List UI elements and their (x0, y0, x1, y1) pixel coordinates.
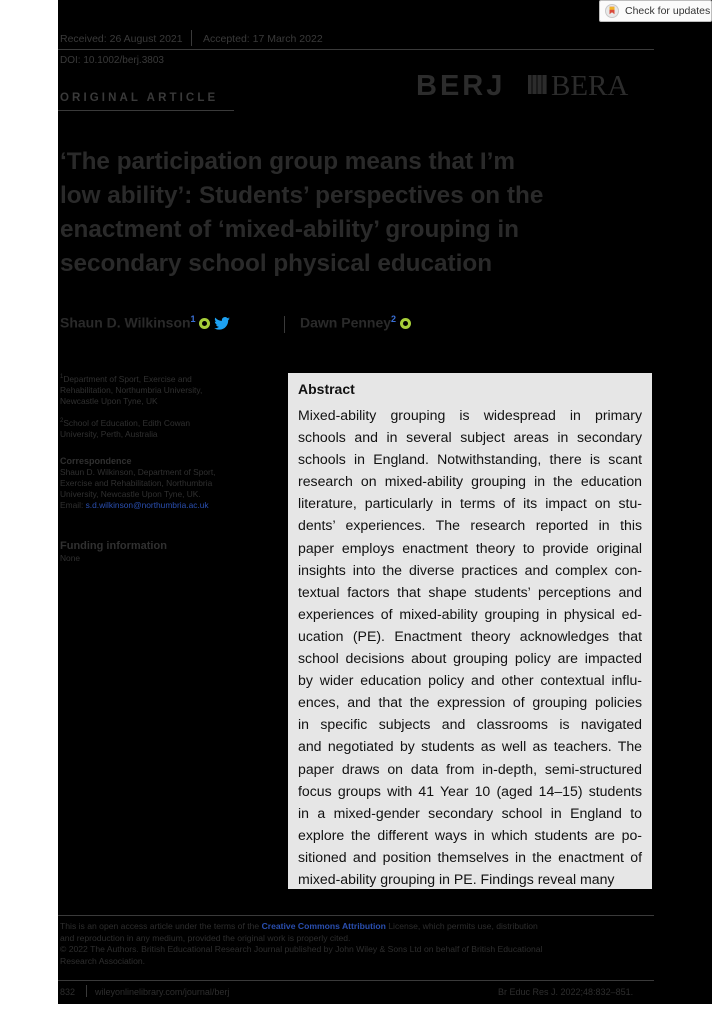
affiliation-2-line: School of Education, Edith Cowan (63, 417, 190, 428)
abstract-line: focus groups with 41 Year 10 (aged 14–15) students (298, 782, 642, 799)
affiliation-1-line: Rehabilitation, Northumbria University, (60, 384, 203, 395)
abstract-line: dents’ experiences. The research reported in this (298, 517, 642, 534)
abstract-line: and negotiated by students as well as teachers. The (298, 738, 642, 755)
abstract-line: textual factors that shape students’ perceptions and (298, 583, 642, 600)
license-pre: This is an open access article under the terms of the (60, 921, 262, 931)
copyright-line-2: Research Association. (60, 955, 146, 966)
abstract-line: Mixed-ability grouping is widespread in primary (298, 407, 642, 423)
email-link[interactable]: s.d.wilkinson@northumbria.ac.uk (85, 500, 209, 510)
affiliation-1-number: 1 (60, 374, 64, 380)
footer-divider (86, 985, 87, 997)
funding-text: None (60, 553, 81, 563)
received-date: Received: 26 August 2021 (60, 33, 183, 45)
funding-heading: Funding information (60, 540, 167, 552)
email-label: Email: (60, 500, 84, 510)
author-1-affil: 1 (190, 314, 196, 324)
author-2[interactable] (300, 314, 411, 331)
abstract-line: literature, particularly in terms of its impact on stu- (298, 495, 642, 512)
title-line-2: low ability’: Students’ perspectives on the (60, 182, 544, 209)
license-text (60, 921, 654, 967)
affiliation-2-line: University, Perth, Australia (60, 428, 158, 439)
abstract-line: explore the different ways in which students are po- (298, 826, 642, 843)
abstract-line: in specific subjects and classrooms is navigated (298, 716, 642, 733)
berj-logo: BERJ (416, 70, 506, 102)
bera-logo: BERA (551, 70, 629, 102)
affiliation-1-line: Newcastle Upon Tyne, UK (60, 395, 158, 406)
doi-link[interactable]: DOI: 10.1002/berj.3803 (60, 55, 164, 66)
abstract-line: school decisions about grouping policy are impacted (298, 650, 642, 667)
journal-site-link[interactable]: wileyonlinelibrary.com/journal/berj (95, 987, 230, 997)
license-post: License, which permits use, distribution (385, 921, 538, 931)
copyright-line-1: © 2022 The Authors. British Educational Research Journal published by John Wiley & Sons Ltd on behalf of British Educational (60, 944, 543, 955)
affiliation-2-number: 2 (60, 418, 64, 424)
author-divider (284, 316, 285, 333)
abstract-body (298, 404, 642, 890)
article-type: ORIGINAL ARTICLE (60, 92, 219, 104)
correspondence-line: University, Newcastle Upon Tyne, UK. (60, 489, 201, 499)
abstract-line: ences, and that the expression of grouping policies (298, 694, 642, 711)
check-for-updates-button[interactable] (599, 0, 712, 22)
twitter-icon[interactable] (214, 317, 230, 330)
accepted-date: Accepted: 17 March 2022 (203, 33, 323, 45)
title-line-1: ‘The participation group means that I’m (60, 148, 515, 175)
footer-rule (58, 915, 654, 916)
article-type-underline (58, 110, 234, 111)
header-rule (58, 49, 654, 50)
check-for-updates-label: Check for updates (625, 5, 711, 17)
abstract-line: research on mixed-ability grouping in the education (298, 473, 642, 490)
correspondence-heading: Correspondence (60, 456, 132, 466)
abstract-line: paper employs enactment theory to provide original (298, 539, 642, 556)
abstract-line: ucation (PE). Enactment theory acknowledges that (298, 627, 642, 644)
crossmark-icon (605, 4, 619, 18)
license-link[interactable]: Creative Commons Attribution (261, 921, 386, 931)
bera-emblem (528, 75, 547, 94)
abstract-line: mixed-ability grouping in PE. Findings reveal many (298, 870, 615, 887)
correspondence (60, 456, 280, 511)
title-line-4: secondary school physical education (60, 250, 493, 277)
footer-bottom-rule (58, 980, 654, 981)
abstract-line: by wider education policy and other contextual influ- (298, 672, 642, 689)
abstract-line: sitioned and position themselves in the enactment of (298, 848, 642, 865)
header-divider (191, 30, 192, 46)
funding (60, 539, 280, 564)
abstract-heading: Abstract (298, 381, 355, 397)
abstract-box (288, 373, 652, 889)
title-line-3: enactment of ‘mixed-ability’ grouping in (60, 216, 519, 243)
orcid-icon[interactable] (400, 318, 411, 329)
abstract-line: paper draws on data from in-depth, semi-structured (298, 760, 642, 777)
abstract-line: experiences of mixed-ability grouping in physical ed- (298, 605, 642, 622)
abstract-line: schools in England. Notwithstanding, there is scant (298, 451, 642, 468)
orcid-icon[interactable] (199, 318, 210, 329)
abstract-line: insights into the diverse practices and complex con- (298, 561, 642, 578)
citation: Br Educ Res J. 2022;48:832–851. (498, 987, 634, 997)
affiliation-1 (60, 372, 270, 407)
license-line-2: and reproduction in any medium, provided the original work is properly cited. (60, 932, 351, 943)
abstract-line: schools and in several subject areas in secondary (298, 429, 642, 446)
affiliation-1-line: Department of Sport, Exercise and (63, 373, 192, 384)
correspondence-line: Exercise and Rehabilitation, Northumbria (60, 478, 213, 488)
page-number: 832 (60, 987, 76, 997)
affiliation-2 (60, 416, 270, 440)
author-2-affil: 2 (391, 314, 397, 324)
author-2-name: Dawn Penney (300, 314, 392, 331)
author-1-name: Shaun D. Wilkinson (60, 314, 191, 331)
correspondence-line: Shaun D. Wilkinson, Department of Sport, (60, 467, 216, 477)
abstract-line: in a mixed-gender secondary school in England to (298, 804, 642, 821)
author-1[interactable] (60, 314, 230, 331)
